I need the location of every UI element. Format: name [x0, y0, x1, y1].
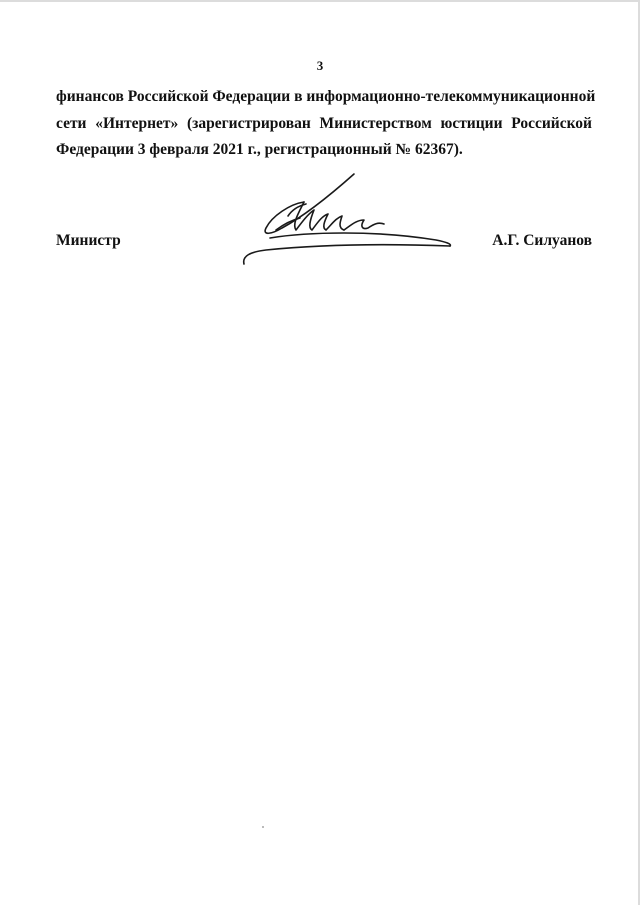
signer-name: А.Г. Силуанов	[492, 232, 592, 249]
scan-artifact	[262, 826, 264, 828]
signature-row	[56, 232, 592, 256]
page-edge-top	[0, 0, 640, 2]
paragraph-line-3: Федерации 3 февраля 2021 г., регистрационный № 62367).	[56, 141, 463, 158]
signer-position: Министр	[56, 232, 121, 249]
paragraph-line-2: сети «Интернет» (зарегистрирован Министерством юстиции Российской	[56, 114, 592, 132]
paragraph-line-1: финансов Российской Федерации в информационно-телекоммуникационной	[56, 88, 596, 105]
body-paragraph	[56, 84, 596, 164]
page-number: 3	[316, 58, 324, 73]
